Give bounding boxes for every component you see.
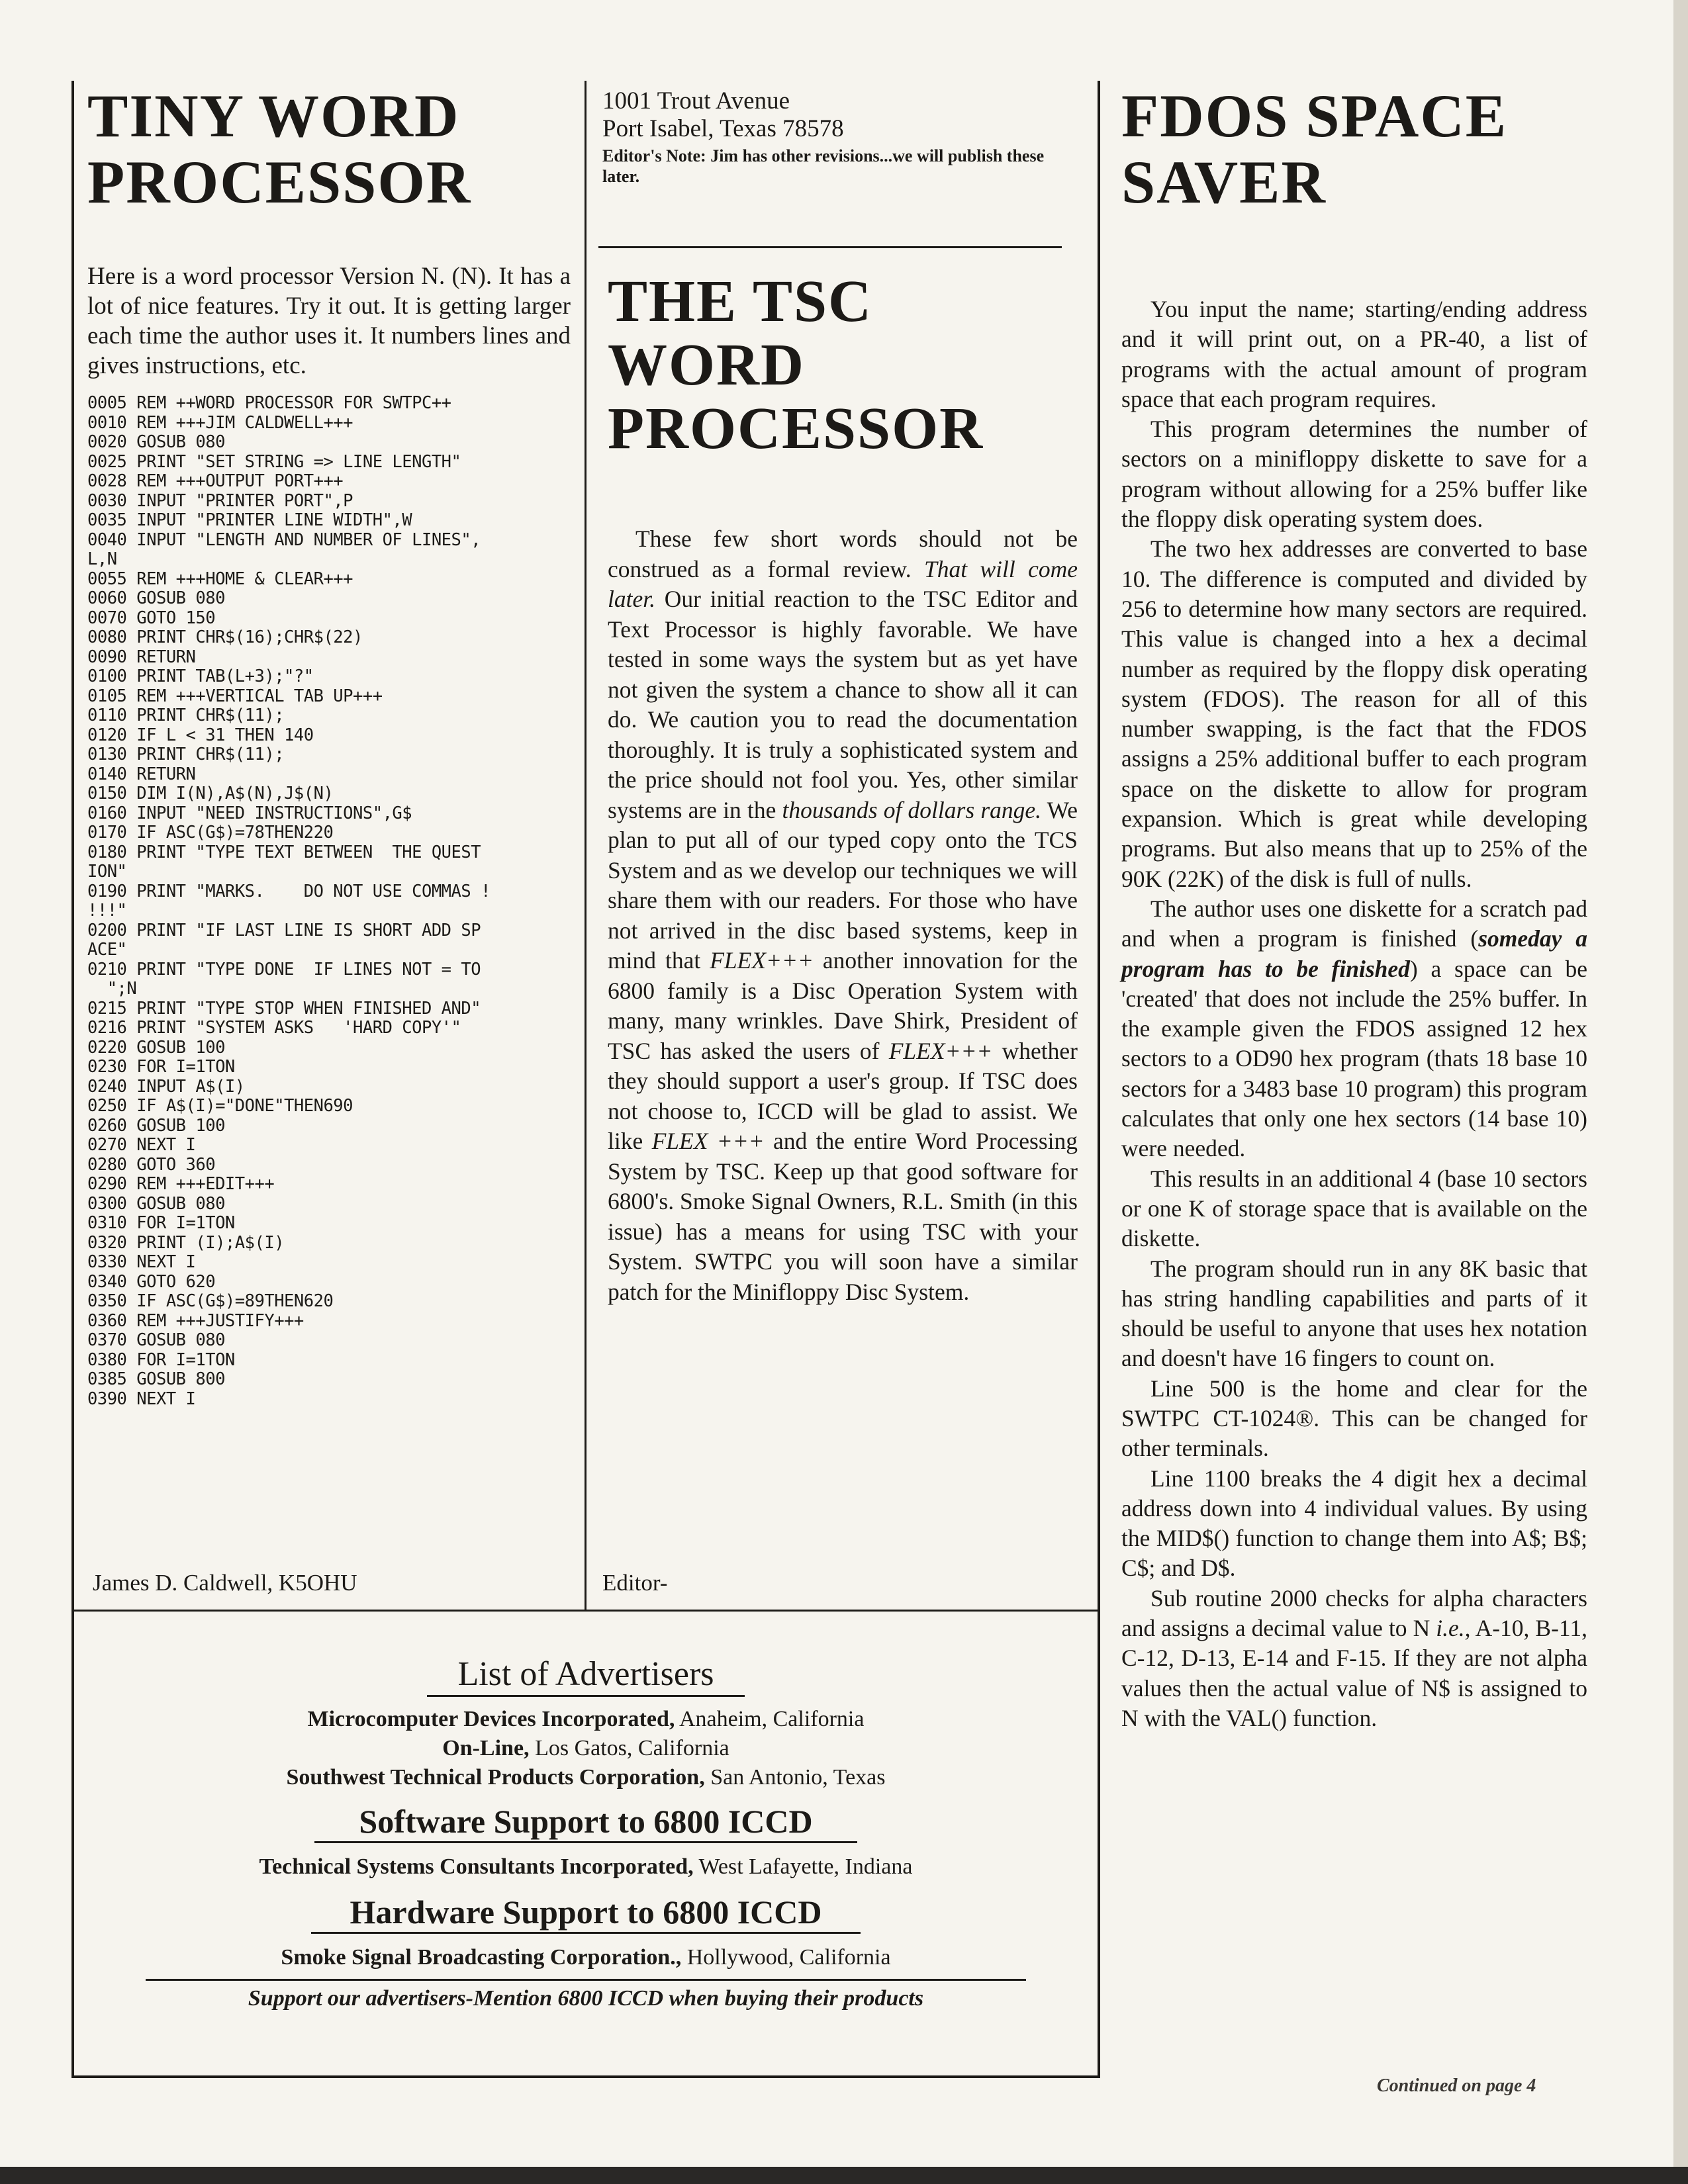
- paragraph-2: This program determines the number of sectors on a minifloppy diskette to save for a program without allowing for a 25% buffer like the floppy disk operating system does.: [1121, 416, 1587, 533]
- paragraph-4-end: ) a space can be 'created' that does not include the 25% buffer. In the example given the FDOS assigned 12 hex sectors to a OD90 hex program (thats 18 base 10 sectors for a 3483 base 10 program) this program calculates that only one hex sectors (14 base 10) were needed.: [1121, 955, 1587, 1162]
- paragraph-7: Line 500 is the home and clear for the SWTPC CT-1024®. This can be changed for other terminals.: [1121, 1375, 1587, 1462]
- software-advertiser-location: West Lafayette, Indiana: [693, 1854, 913, 1879]
- code-line: 0120 IF L < 31 THEN 140: [87, 725, 314, 745]
- code-line: 0220 GOSUB 100: [87, 1037, 225, 1058]
- body-italic-1: That will come later.: [608, 555, 1078, 612]
- body-text-5: whether they should support a user's group. If TSC does not choose to, ICCD will be glad to assist. We like: [608, 1037, 1078, 1154]
- advertisers-box: [79, 1655, 1092, 2011]
- code-line: 0105 REM +++VERTICAL TAB UP+++: [87, 686, 383, 706]
- code-line: 0030 INPUT "PRINTER PORT",P: [87, 490, 353, 511]
- left-article-title: TINY WORD PROCESSOR: [87, 82, 472, 216]
- frame-divider-1: [585, 81, 586, 1610]
- advertiser-line-3: [79, 1763, 1092, 1792]
- flex-mention-3: FLEX +++: [651, 1128, 765, 1154]
- code-line: 0240 INPUT A$(I): [87, 1076, 245, 1097]
- code-line: 0180 PRINT "TYPE TEXT BETWEEN THE QUEST: [87, 842, 481, 862]
- code-line: ION": [87, 862, 127, 882]
- advertiser-2-name: On-Line,: [442, 1736, 530, 1760]
- paragraph-9-start: Sub routine 2000 checks for alpha characters and assigns a decimal value to N: [1121, 1584, 1587, 1642]
- code-line: 0200 PRINT "IF LAST LINE IS SHORT ADD SP: [87, 920, 481, 940]
- code-line: 0330 NEXT I: [87, 1252, 196, 1272]
- code-line: 0280 GOTO 360: [87, 1154, 216, 1175]
- body-text-1: These few short words should not be construed as a formal review.: [608, 525, 1078, 582]
- code-line: ";N: [87, 979, 137, 999]
- advertisers-footer-rule: [146, 1979, 1026, 1981]
- code-line: 0110 PRINT CHR$(11);: [87, 705, 285, 725]
- frame-bottom: [71, 2075, 1100, 2078]
- advertiser-1-location: Anaheim, California: [675, 1707, 865, 1731]
- advertisers-title: List of Advertisers: [457, 1655, 714, 1693]
- code-line: 0310 FOR I=1TON: [87, 1213, 235, 1233]
- code-line: 0320 PRINT (I);A$(I): [87, 1232, 285, 1253]
- code-line: L,N: [87, 549, 117, 569]
- code-line: 0160 INPUT "NEED INSTRUCTIONS",G$: [87, 803, 412, 823]
- code-line: 0340 GOTO 620: [87, 1271, 216, 1292]
- hardware-advertiser-name: Smoke Signal Broadcasting Corporation.,: [281, 1945, 682, 1970]
- code-line: 0150 DIM I(N),A$(N),J$(N): [87, 784, 334, 803]
- right-article-body: [1121, 295, 1587, 1733]
- code-line: 0350 IF ASC(G$)=89THEN620: [87, 1291, 334, 1311]
- body-text-6: and the entire Word Processing System by TSC. Keep up that good software for 6800's. Smoke Signal Owners, R.L. Smith (in this issue) has a means for using TSC with your System. SWTPC you will soon have a similar patch for the Minifloppy Disc System.: [608, 1128, 1078, 1305]
- advertiser-line-1: [79, 1705, 1092, 1734]
- middle-signature: Editor-: [602, 1570, 668, 1596]
- code-line: 0090 RETURN: [87, 647, 196, 667]
- software-advertiser-line: [79, 1852, 1092, 1882]
- body-text-3: We plan to put all of our typed copy onto the TCS System and as we develop our techniques we will share them with our readers. For those who have not arrived in the disc based systems, keep in mind that: [608, 796, 1078, 974]
- hardware-advertiser-location: Hollywood, California: [681, 1945, 891, 1970]
- code-line: 0055 REM +++HOME & CLEAR+++: [87, 569, 353, 589]
- software-support-heading: Software Support to 6800 ICCD: [359, 1803, 813, 1840]
- code-line: 0230 FOR I=1TON: [87, 1057, 235, 1077]
- code-line: 0100 PRINT TAB(L+3);"?": [87, 666, 314, 686]
- middle-top-divider: [598, 246, 1062, 248]
- advertiser-2-location: Los Gatos, California: [529, 1736, 729, 1760]
- code-line: 0060 GOSUB 080: [87, 588, 225, 608]
- hardware-heading-underline: [311, 1932, 861, 1934]
- continued-note: Continued on page 4: [1377, 2075, 1536, 2096]
- code-line: 0170 IF ASC(G$)=78THEN220: [87, 823, 334, 842]
- code-line: 0216 PRINT "SYSTEM ASKS 'HARD COPY'": [87, 1018, 461, 1038]
- right-article-title: FDOS SPACE SAVER: [1121, 82, 1508, 216]
- code-line: 0190 PRINT "MARKS. DO NOT USE COMMAS !: [87, 881, 491, 901]
- advertiser-3-location: San Antonio, Texas: [704, 1765, 886, 1790]
- software-advertiser-name: Technical Systems Consultants Incorporated,: [259, 1854, 694, 1879]
- code-line: 0070 GOTO 150: [87, 608, 216, 628]
- code-line: 0270 NEXT I: [87, 1135, 196, 1155]
- code-line: 0360 REM +++JUSTIFY+++: [87, 1310, 304, 1331]
- left-article-bottom-rule: [71, 1610, 1100, 1612]
- address-line-2: Port Isabel, Texas 78578: [602, 115, 844, 142]
- middle-article-body: [608, 524, 1078, 1307]
- paragraph-5: This results in an additional 4 (base 10 sectors or one K of storage space that is available on the diskette.: [1121, 1165, 1587, 1252]
- middle-article: [608, 270, 1078, 1307]
- code-line: 0260 GOSUB 100: [87, 1115, 225, 1136]
- code-line: 0385 GOSUB 800: [87, 1369, 225, 1389]
- paragraph-6: The program should run in any 8K basic that has string handling capabilities and parts of it should be useful to anyone that uses hex notation and doesn't have 16 fingers to count on.: [1121, 1255, 1587, 1372]
- paragraph-4-start: The author uses one diskette for a scratch pad and when a program is finished (: [1121, 895, 1587, 952]
- address-line-1: 1001 Trout Avenue: [602, 87, 790, 114]
- advertiser-line-2: [79, 1734, 1092, 1763]
- flex-mention-2: FLEX+++: [888, 1037, 993, 1064]
- code-line: 0020 GOSUB 080: [87, 432, 225, 452]
- code-line: 0380 FOR I=1TON: [87, 1349, 235, 1370]
- advertisers-footer: Support our advertisers-Mention 6800 ICCD when buying their products: [248, 1986, 924, 2011]
- page-bottom-edge: [0, 2167, 1688, 2184]
- middle-article-title: THE TSC WORD PROCESSOR: [608, 269, 984, 461]
- code-line: ACE": [87, 940, 127, 960]
- code-line: 0028 REM +++OUTPUT PORT+++: [87, 471, 344, 491]
- frame-divider-2: [1098, 81, 1100, 2077]
- paragraph-8: Line 1100 breaks the 4 digit hex a decimal address down into 4 individual values. By using the MID$() function to change them into A$; B$; C$; and D$.: [1121, 1465, 1587, 1582]
- right-article: [1121, 83, 1587, 1733]
- paragraph-9-end: A-10, B-11, C-12, D-13, E-14 and F-15. If they are not alpha values then the actual value of N$ is assigned to N with the VAL() function.: [1121, 1615, 1587, 1731]
- left-article-author: James D. Caldwell, K5OHU: [93, 1570, 357, 1596]
- code-line: 0010 REM +++JIM CALDWELL+++: [87, 412, 353, 433]
- code-line: 0035 INPUT "PRINTER LINE WIDTH",W: [87, 510, 412, 530]
- code-line: 0210 PRINT "TYPE DONE IF LINES NOT = TO: [87, 959, 481, 979]
- code-line: 0040 INPUT "LENGTH AND NUMBER OF LINES",: [87, 529, 481, 550]
- hardware-support-heading: Hardware Support to 6800 ICCD: [350, 1893, 822, 1931]
- advertiser-1-name: Microcomputer Devices Incorporated,: [307, 1707, 675, 1731]
- left-article-intro: Here is a word processor Version N. (N). It has a lot of nice features. Try it out. It is getting larger each time the author uses it. It numbers lines and gives instructions, etc.: [87, 263, 571, 379]
- code-line: 0080 PRINT CHR$(16);CHR$(22): [87, 627, 363, 647]
- body-text-4: another innovation for the 6800 family is a Disc Operation System with many, many wrinkles. Dave Shirk, President of TSC has asked the users of: [608, 947, 1078, 1064]
- advertisers-title-underline: [427, 1695, 745, 1697]
- code-line: 0215 PRINT "TYPE STOP WHEN FINISHED AND": [87, 998, 481, 1019]
- code-line: 0005 REM ++WORD PROCESSOR FOR SWTPC++: [87, 393, 451, 413]
- body-text-2: Our initial reaction to the TSC Editor and Text Processor is highly favorable. We have tested in some ways the system but as yet have not given the system a chance to show all it can do. We caution you to read the documentation thoroughly. It is truly a sophisticated system and the price should not fool you. Yes, other similar systems are in the: [608, 586, 1078, 823]
- code-line: 0025 PRINT "SET STRING => LINE LENGTH": [87, 451, 461, 472]
- code-line: 0390 NEXT I: [87, 1388, 196, 1409]
- flex-mention-1: FLEX+++: [710, 947, 814, 974]
- code-line: 0250 IF A$(I)="DONE"THEN690: [87, 1096, 353, 1116]
- paragraph-9: [1121, 1584, 1587, 1733]
- basic-code-listing: [87, 394, 571, 1409]
- code-line: 0300 GOSUB 080: [87, 1193, 225, 1214]
- code-line: 0370 GOSUB 080: [87, 1330, 225, 1350]
- hardware-advertiser-line: [79, 1943, 1092, 1972]
- software-heading-underline: [314, 1841, 857, 1843]
- left-article: [87, 83, 571, 1409]
- body-italic-2: thousands of dollars range.: [782, 796, 1042, 823]
- middle-column: [602, 87, 1079, 187]
- paragraph-3: The two hex addresses are converted to base 10. The difference is computed and divided by 256 to determine how many sectors are required. This value is changed into a hex a decimal number as required by the floppy disk operating system (FDOS). The reason for all of this number swapping, is the fact that the FDOS assigns a 25% additional buffer to each program space on the diskette to allow for program expansion. Which is great while developing programs. But also means that up to 25% of the 90K (22K) of the disk is full of nulls.: [1121, 535, 1587, 892]
- code-line: 0140 RETURN: [87, 764, 196, 784]
- paragraph-1: You input the name; starting/ending address and it will print out, on a PR-40, a list of programs with the actual amount of program space that each program requires.: [1121, 296, 1587, 412]
- paragraph-4-italic: someday a program has to be finished: [1121, 925, 1587, 982]
- code-line: 0290 REM +++EDIT+++: [87, 1174, 275, 1194]
- code-line: !!!": [87, 901, 127, 921]
- paragraph-9-italic: i.e.,: [1436, 1615, 1471, 1642]
- code-line: 0130 PRINT CHR$(11);: [87, 745, 285, 764]
- page-edge: [1673, 0, 1688, 2184]
- paragraph-4: [1121, 894, 1587, 1164]
- editor-note: Editor's Note: Jim has other revisions...we will publish these later.: [602, 146, 1045, 186]
- advertiser-3-name: Southwest Technical Products Corporation,: [286, 1765, 705, 1790]
- frame-left: [71, 81, 74, 2077]
